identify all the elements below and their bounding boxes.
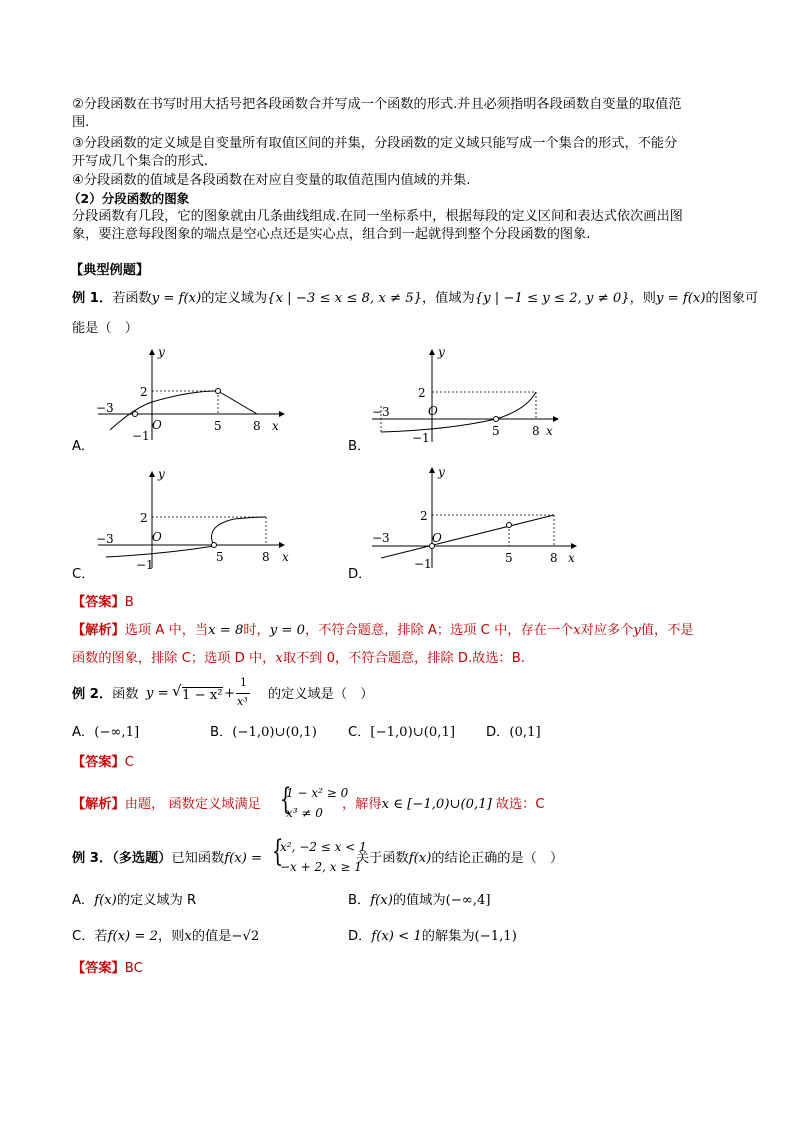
analysis-math: y = 0: [269, 623, 306, 638]
example3-case1: x², −2 ≤ x < 1: [280, 840, 367, 854]
formula-y: y =: [146, 686, 169, 701]
example1-question: [72, 290, 758, 308]
origin-label: O: [152, 530, 162, 544]
example3-option-d[interactable]: D．f(x) < 1的解集为(−1,1): [348, 929, 517, 944]
example1-text: 的图象可: [705, 291, 759, 306]
tick-8: 8: [262, 550, 270, 564]
example2-condition1: 1 − x² ≥ 0: [286, 786, 349, 800]
tick-neg3: −3: [372, 405, 390, 419]
analysis-tag: 【解析】: [72, 623, 125, 638]
sqrt-icon: √: [172, 682, 182, 700]
example2-answer: [72, 754, 134, 772]
theory-p3-line1: ③分段函数的定义域是自变量所有取值区间的并集，分段函数的定义域只能写成一个集合的形式，不能分: [72, 136, 678, 151]
curve: [106, 517, 266, 557]
example1-domain: {x | −3 ≤ x ≤ 8, x ≠ 5}: [267, 291, 422, 306]
tick-5: 5: [492, 424, 500, 438]
graph-option-d: [368, 462, 582, 570]
example2-condition2: x³ ≠ 0: [286, 806, 323, 820]
origin-label: O: [152, 418, 162, 432]
tick-8: 8: [550, 551, 558, 565]
analysis-math: x ∈ [−1,0)∪(0,1]: [381, 797, 492, 812]
example1-label: 例 1．: [72, 291, 113, 306]
example2-label: 例 2．: [72, 687, 113, 702]
origin-label: O: [432, 531, 442, 545]
tick-5: 5: [214, 419, 222, 433]
tick-8: 8: [253, 419, 261, 433]
x-label: x: [272, 419, 279, 433]
answer-tag: 【答案】: [72, 961, 125, 976]
option-b-label[interactable]: B．: [348, 439, 371, 454]
curve: [381, 392, 536, 432]
example3-fx: f(x): [408, 851, 432, 866]
curve: [110, 391, 218, 430]
tick-2: 2: [420, 509, 428, 523]
example2-analysis-end: [342, 796, 545, 814]
graph-option-b: [368, 344, 568, 444]
graph-option-c: [94, 466, 294, 570]
example2-text: 函数: [112, 687, 139, 702]
analysis-text: 时，: [243, 623, 270, 638]
tick-2: 2: [140, 385, 148, 399]
example1-text: 若函数: [112, 291, 152, 306]
x-label: x: [282, 550, 289, 564]
example3-answer: [72, 960, 143, 978]
example1-analysis-line2: [72, 650, 525, 668]
theory-p2-line1: ②分段函数在书写时用大括号把各段函数合并写成一个函数的形式.并且必须指明各段函数自变量的取值范: [72, 97, 682, 112]
theory-p3-line2: 开写成几个集合的形式.: [72, 154, 209, 169]
option-c-label[interactable]: C．: [72, 567, 95, 582]
analysis-text: 故选：C: [495, 797, 545, 812]
example3-fx: f(x) =: [224, 851, 263, 866]
analysis-text: 由题， 函数定义域满足: [124, 797, 261, 812]
example3-option-a[interactable]: A．f(x)的定义域为 R: [72, 893, 197, 908]
formula-plus: +: [224, 686, 236, 701]
analysis-math: x: [573, 623, 581, 638]
example2-option-c[interactable]: C．[−1,0)∪(0,1]: [348, 725, 456, 740]
example3-case2: −x + 2, x ≥ 1: [280, 860, 362, 874]
example3-text: 的结论正确的是（ ）: [431, 851, 564, 866]
theory-p5-line1: 分段函数有几段，它的图象就由几条曲线组成.在同一坐标系中，根据每段的定义区间和表达式依次画出图: [72, 209, 683, 224]
theory-p2-line2: 围.: [72, 115, 90, 130]
example1-analysis-line1: [72, 622, 694, 640]
tick-2: 2: [418, 386, 426, 400]
answer-value: B: [124, 595, 134, 610]
tick-neg1: −1: [136, 558, 154, 570]
segment: [218, 391, 257, 414]
example1-func: y = f(x): [655, 291, 706, 306]
tick-neg3: −3: [96, 401, 114, 415]
analysis-text: 函数的图象，排除 C；选项 D 中，: [72, 651, 276, 666]
tick-5: 5: [216, 550, 224, 564]
example2-question-end: 的定义域是（ ）: [268, 687, 374, 702]
tick-5: 5: [505, 551, 513, 565]
origin-label: O: [428, 404, 438, 418]
graph-option-a: [94, 344, 294, 444]
y-label: y: [158, 345, 165, 359]
example3-text: 已知函数: [171, 851, 225, 866]
y-label: y: [438, 345, 445, 359]
analysis-math: y: [633, 623, 641, 638]
example1-question-line2: 能是（ ）: [72, 321, 138, 336]
tick-2: 2: [140, 511, 148, 525]
analysis-text: 取不到 0，不符合题意，排除 D.故选：B.: [282, 651, 525, 666]
y-label: y: [438, 465, 445, 479]
option-d-label[interactable]: D．: [348, 567, 372, 582]
example2-question: [72, 686, 139, 704]
example3-question-end: [356, 850, 563, 868]
x-label: x: [546, 424, 553, 438]
tick-neg1: −1: [412, 431, 430, 444]
y-label: y: [158, 467, 165, 481]
tick-neg3: −3: [372, 531, 390, 545]
example1-text: 的定义域为: [201, 291, 268, 306]
analysis-math: x: [275, 651, 283, 666]
theory-heading-graph: （2）分段函数的图象: [68, 191, 190, 206]
option-a-label[interactable]: A．: [72, 439, 95, 454]
example3-tag: （多选题）: [112, 851, 172, 866]
tick-neg3: −3: [96, 532, 114, 546]
example3-brace-icon: {: [271, 834, 284, 869]
answer-value: BC: [124, 961, 143, 976]
example1-range: {y | −1 ≤ y ≤ 2, y ≠ 0}: [474, 291, 630, 306]
example1-text: ，值域为: [421, 291, 475, 306]
example3-question: [72, 850, 262, 868]
example2-brace-icon: {: [279, 782, 292, 817]
section-title: 【典型例题】: [70, 263, 150, 278]
example2-option-b[interactable]: B．(−1,0)∪(0,1): [210, 725, 317, 740]
example3-option-b[interactable]: B．f(x)的值域为(−∞,4]: [348, 893, 491, 908]
analysis-text: 对应多个: [580, 623, 634, 638]
analysis-text: ，解得: [342, 797, 382, 812]
tick-neg1: −1: [132, 429, 150, 443]
example2-analysis: [72, 796, 261, 814]
analysis-text: ，不符合题意，排除 A；选项 C 中，存在一个: [305, 623, 574, 638]
analysis-tag: 【解析】: [72, 797, 125, 812]
example1-func: y = f(x): [151, 291, 202, 306]
fraction-bar: [236, 693, 250, 694]
theory-p5-line2: 象，要注意每段图象的端点是空心点还是实心点，组合到一起就得到整个分段函数的图象.: [72, 227, 591, 242]
answer-tag: 【答案】: [72, 755, 125, 770]
example2-option-d[interactable]: D．(0,1]: [486, 725, 541, 740]
example3-text: 关于函数: [356, 851, 409, 866]
tick-8: 8: [532, 424, 540, 438]
formula-denominator: x³: [237, 695, 248, 708]
segment: [381, 515, 554, 558]
answer-value: C: [124, 755, 134, 770]
tick-neg1: −1: [414, 557, 432, 570]
example1-answer: [72, 594, 134, 612]
analysis-text: 值，不是: [640, 623, 694, 638]
example2-option-a[interactable]: A．(−∞,1]: [72, 725, 140, 740]
analysis-text: 选项 A 中，当: [124, 623, 209, 638]
formula-numerator: 1: [240, 676, 247, 689]
example1-text: ，则: [629, 291, 656, 306]
formula-sqrt: 1 − x²: [182, 688, 223, 703]
example3-option-c[interactable]: C．若f(x) = 2，则x的值是−√2: [72, 929, 260, 944]
example3-label: 例 3．: [72, 851, 113, 866]
x-label: x: [568, 551, 575, 565]
analysis-math: x = 8: [208, 623, 244, 638]
answer-tag: 【答案】: [72, 595, 125, 610]
theory-p4: ④分段函数的值域是各段函数在对应自变量的取值范围内值域的并集.: [72, 173, 471, 188]
